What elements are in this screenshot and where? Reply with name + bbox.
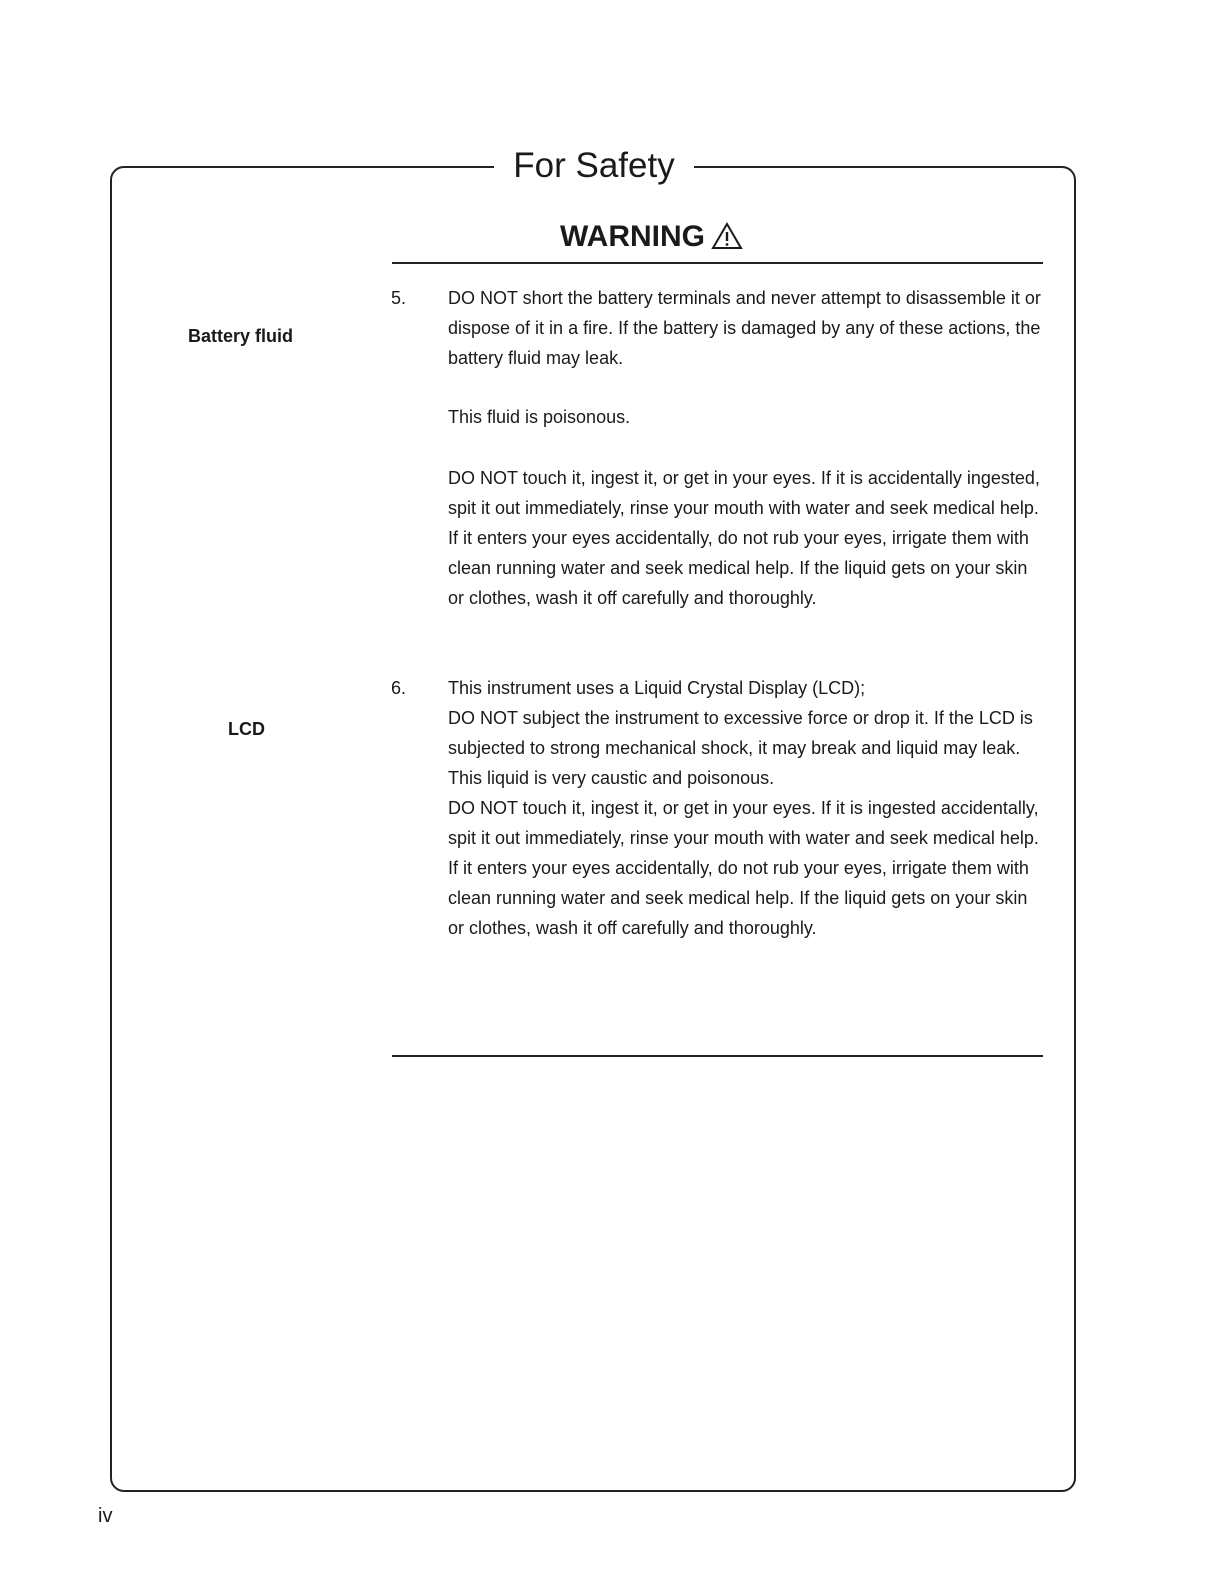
warning-heading <box>560 218 880 256</box>
warning-bottom-rule <box>392 1055 1043 1057</box>
lcd-line-1: This instrument uses a Liquid Crystal Display (LCD); <box>448 678 866 698</box>
page-title: For Safety <box>513 146 675 185</box>
lcd-line-4: DO NOT touch it, ingest it, or get in your eyes. If it is ingested accidentally, spit it out immediately, rinse your mouth with water and seek medical help. If it enters your eyes accidentally, do not rub your eyes, irrigate them with clean running water and seek medical help. If the liquid gets on your skin or clothes, wash it off carefully and thoroughly. <box>448 798 1039 938</box>
page-number: iv <box>98 1505 113 1527</box>
battery-paragraph-2: This fluid is poisonous. <box>448 407 631 427</box>
side-label-battery-fluid: Battery fluid <box>188 326 294 346</box>
title-block <box>494 144 694 188</box>
warning-top-rule <box>392 262 1043 264</box>
battery-paragraph-3: DO NOT touch it, ingest it, or get in your eyes. If it is accidentally ingested, spit it out immediately, rinse your mouth with water and seek medical help. If it enters your eyes accidentally, do not rub your eyes, irrigate them with clean running water and seek medical help. If the liquid gets on your skin or clothes, wash it off carefully and thoroughly. <box>448 468 1040 608</box>
item-number-6: 6. <box>391 678 407 698</box>
warning-label: WARNING <box>560 220 705 253</box>
lcd-line-2: DO NOT subject the instrument to excessive force or drop it. If the LCD is subjected to strong mechanical shock, it may break and liquid may leak. <box>448 708 1033 758</box>
side-label-lcd: LCD <box>228 719 265 739</box>
lcd-paragraph <box>448 673 1046 943</box>
item-number-5: 5. <box>391 288 407 308</box>
lcd-line-3: This liquid is very caustic and poisonous. <box>448 768 775 788</box>
battery-paragraph-1: DO NOT short the battery terminals and never attempt to disassemble it or dispose of it in a fire. If the battery is damaged by any of these actions, the battery fluid may leak. <box>448 288 1041 368</box>
warning-triangle-icon <box>711 222 743 250</box>
